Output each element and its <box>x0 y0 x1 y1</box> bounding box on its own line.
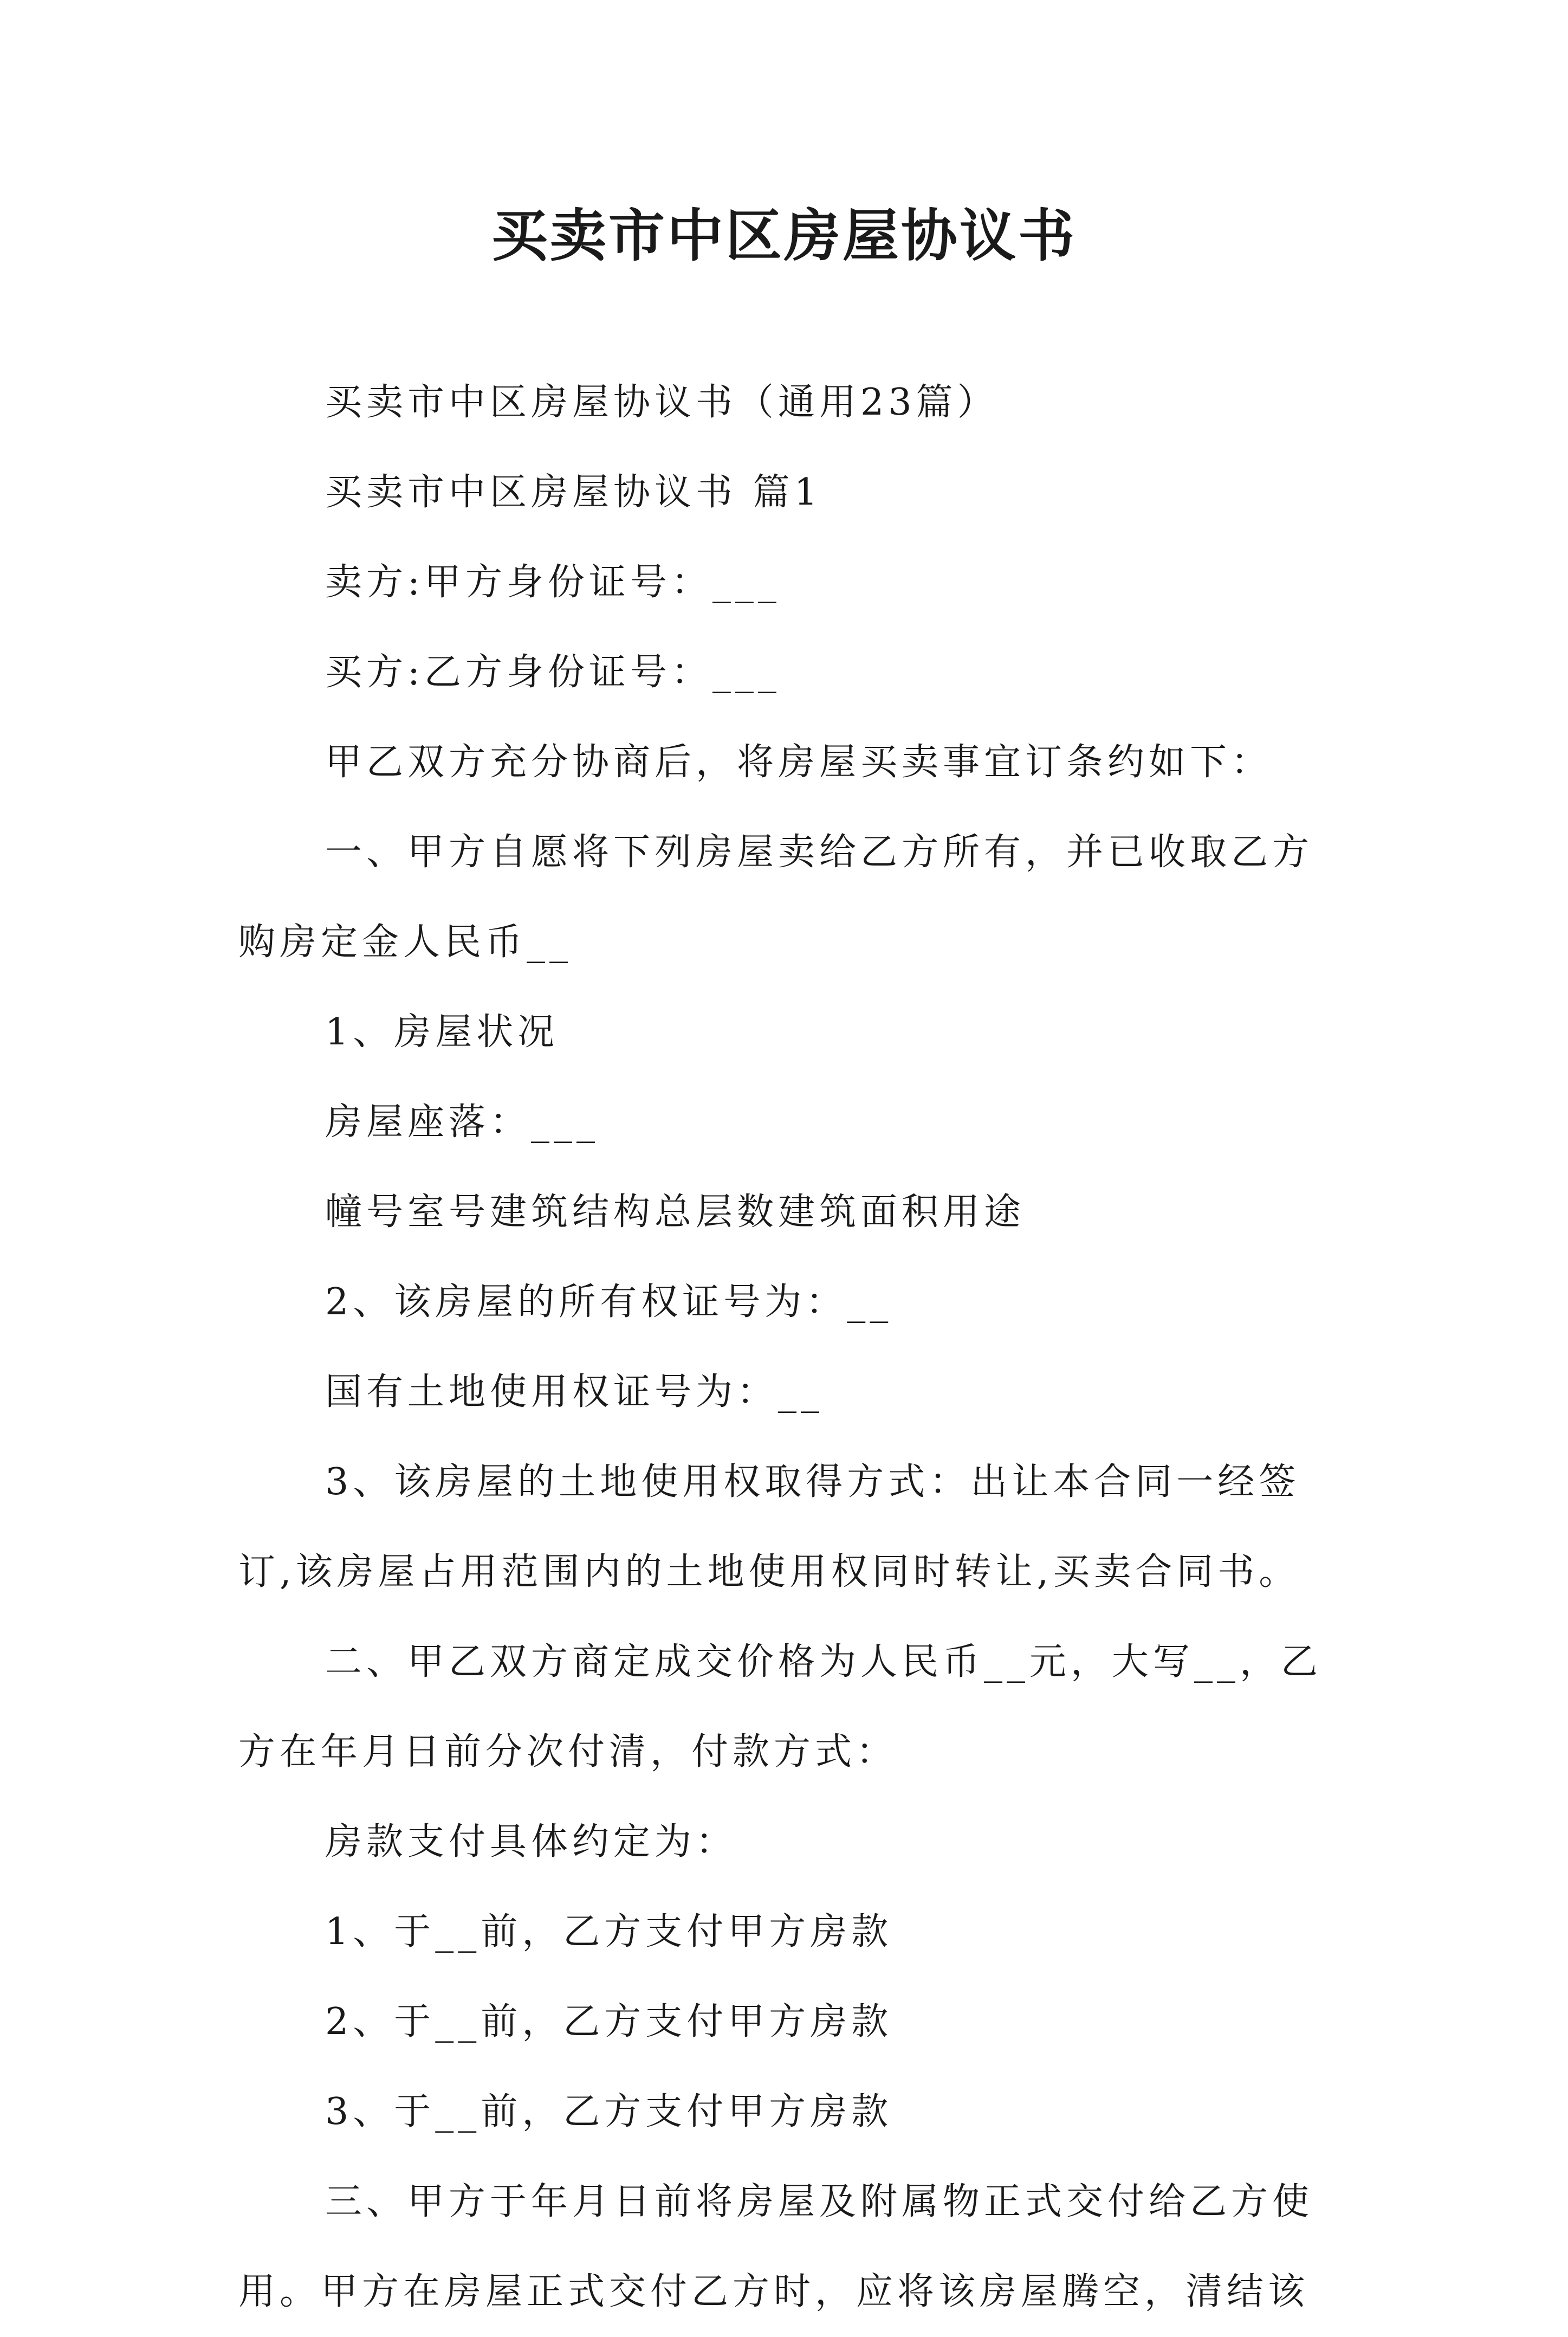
paragraph-line: 幢号室号建筑结构总层数建筑面积用途 <box>325 1191 1026 1234</box>
paragraph-line: 一、甲方自愿将下列房屋卖给乙方所有，并已收取乙方 <box>325 831 1314 874</box>
paragraph-line: 订,该房屋占用范围内的土地使用权同时转让,买卖合同书。 <box>238 1551 1300 1593</box>
paragraph-line: 购房定金人民币__ <box>238 921 573 964</box>
paragraph-line: 3、该房屋的土地使用权取得方式：出让本合同一经签 <box>325 1461 1300 1503</box>
document-title: 买卖市中区房屋协议书 <box>491 202 1077 269</box>
paragraph-line: 用。甲方在房屋正式交付乙方时，应将该房屋腾空，清结该 <box>238 2270 1310 2313</box>
paragraph-line: 方在年月日前分次付清，付款方式： <box>238 1731 898 1773</box>
document-body <box>238 358 1338 2337</box>
paragraph-line: 甲乙双方充分协商后，将房屋买卖事宜订条约如下： <box>325 741 1273 784</box>
paragraph-line: 1、于__前，乙方支付甲方房款 <box>325 1910 893 1953</box>
paragraph-line: 2、于__前，乙方支付甲方房款 <box>325 2000 893 2043</box>
paragraph-line: 买卖市中区房屋协议书 篇1 <box>325 471 822 514</box>
paragraph-line: 房屋座落：___ <box>325 1101 600 1144</box>
paragraph-line: 二、甲乙双方商定成交价格为人民币__元，大写__，乙 <box>325 1641 1323 1683</box>
paragraph-line: 三、甲方于年月日前将房屋及附属物正式交付给乙方使 <box>325 2180 1314 2223</box>
paragraph-line: 国有土地使用权证号为：__ <box>325 1371 824 1413</box>
paragraph-line: 卖方:甲方身份证号：___ <box>325 561 781 604</box>
paragraph-line: 3、于__前，乙方支付甲方房款 <box>325 2090 893 2133</box>
paragraph-line: 2、该房屋的所有权证号为：__ <box>325 1281 893 1324</box>
paragraph-line: 1、房屋状况 <box>325 1011 559 1054</box>
paragraph-line: 买方:乙方身份证号：___ <box>325 651 781 694</box>
paragraph-line: 房款支付具体约定为： <box>325 1820 737 1863</box>
paragraph-line: 买卖市中区房屋协议书（通用23篇） <box>325 381 999 424</box>
